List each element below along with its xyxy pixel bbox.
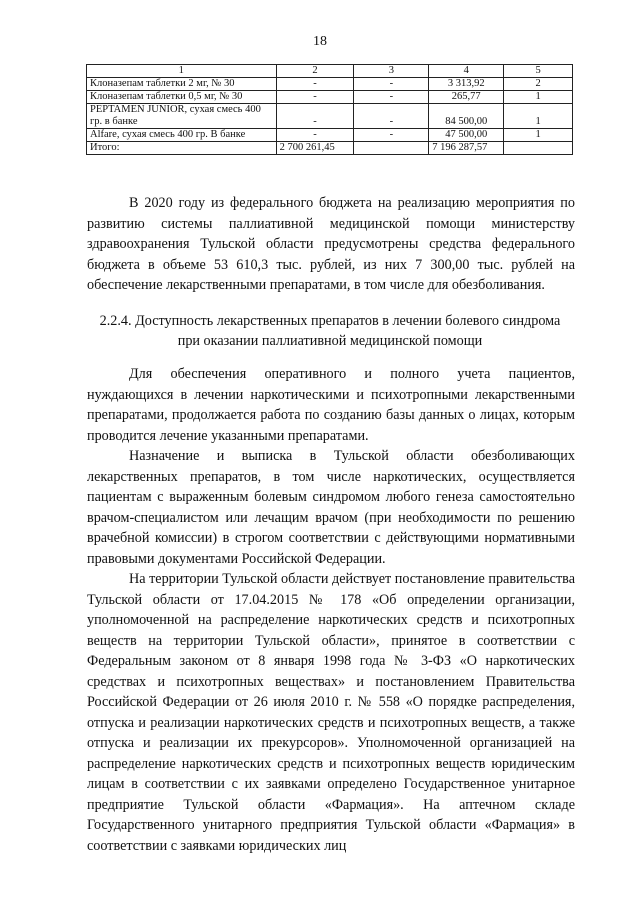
table-cell: 1 xyxy=(504,91,573,104)
table-cell-name: Клоназепам таблетки 0,5 мг, № 30 xyxy=(87,91,277,104)
table-cell: 1 xyxy=(504,104,573,129)
medication-table xyxy=(86,64,573,155)
table-cell: - xyxy=(276,129,354,142)
table-cell: - xyxy=(276,91,354,104)
paragraph-text: На территории Тульской области действует постановление правительства Тульской области от 17.04.2015 № 178 «Об определении организации, уполномоченной на распределение наркотических средств и психотропных веществ на территории Тульской области», принятое в соответствии с Федеральным законом от 8 января 1998 года № 3-ФЗ «О наркотических средствах и психотропных веществах» и постановлением Правительства Российской Федерации от 26 июля 2010 г. № 558 «О порядке распределения, отпуска и реализации наркотических средств и психотропных веществ, а также отпуска и реализации их прекурсоров». Уполномоченной организацией на распределение наркотических средств и психотропных веществ юридическим лицам в соответствии с их заявками определено Государственное унитарное предприятие Тульской области «Фармация». На аптечном складе Государственного унитарного предприятия Тульской области «Фармация» в соответствии с заявками юридических лиц xyxy=(87,571,575,854)
table-cell: - xyxy=(354,78,429,91)
table-cell-name: Alfare, сухая смесь 400 гр. В банке xyxy=(87,129,277,142)
page-number: 18 xyxy=(313,34,327,49)
paragraph-federal-budget xyxy=(87,193,575,296)
table-row xyxy=(87,104,573,129)
table-cell-name: PEPTAMEN JUNIOR, сухая смесь 400 гр. в банке xyxy=(87,104,277,129)
table-row xyxy=(87,91,573,104)
table-cell: 1 xyxy=(504,129,573,142)
table-header-cell: 2 xyxy=(276,65,354,78)
paragraph-text: Для обеспечения оперативного и полного учета пациентов, нуждающихся в лечении наркотическими и психотропными лекарственными препаратами, продолжается работа по созданию базы данных о лицах, которым проводится лечение указанными препаратами. xyxy=(87,366,575,444)
table-header-cell: 3 xyxy=(354,65,429,78)
table-cell: 3 313,92 xyxy=(429,78,504,91)
paragraph-text: В 2020 году из федерального бюджета на реализацию мероприятия по развитию системы паллиативной медицинской помощи министерству здравоохранения Тульской области предусмотрены средства федерального бюджета в объеме 53 610,3 тыс. рублей, из них 7 300,00 тыс. рублей на обеспечение лекарственными препаратами, в том числе для обезболивания. xyxy=(87,195,575,293)
table-cell: 84 500,00 xyxy=(429,104,504,129)
table-cell: 265,77 xyxy=(429,91,504,104)
section-heading-line: 2.2.4. Доступность лекарственных препаратов в лечении болевого синдрома xyxy=(99,313,561,329)
section-heading-line: при оказании паллиативной медицинской помощи xyxy=(177,333,483,349)
table-cell xyxy=(354,142,429,155)
table-cell: 2 700 261,45 xyxy=(276,142,354,155)
table-cell: 7 196 287,57 xyxy=(429,142,504,155)
body-text xyxy=(87,364,575,856)
table-cell: - xyxy=(276,104,354,129)
table-header-row xyxy=(87,65,573,78)
table-cell: - xyxy=(354,104,429,129)
table-cell-name: Итого: xyxy=(87,142,277,155)
table-row xyxy=(87,129,573,142)
paragraph-text: Назначение и выписка в Тульской области обезболивающих лекарственных препаратов, в том числе наркотических, осуществляется пациентам с выраженным болевым синдромом любого генеза самостоятельно врачом-специалистом или лечащим врачом (при необходимости по решению врачебной комиссии) в строгом соответствии с действующими нормативными правовыми документами Российской Федерации. xyxy=(87,448,575,567)
table-header-cell: 5 xyxy=(504,65,573,78)
table-cell-name: Клоназепам таблетки 2 мг, № 30 xyxy=(87,78,277,91)
table-cell: - xyxy=(354,91,429,104)
section-heading xyxy=(80,311,580,351)
table-row xyxy=(87,78,573,91)
table-cell: 2 xyxy=(504,78,573,91)
table-cell xyxy=(504,142,573,155)
table-cell: - xyxy=(354,129,429,142)
table-total-row xyxy=(87,142,573,155)
table-header-cell: 1 xyxy=(87,65,277,78)
table-cell: - xyxy=(276,78,354,91)
table-header-cell: 4 xyxy=(429,65,504,78)
table-cell: 47 500,00 xyxy=(429,129,504,142)
